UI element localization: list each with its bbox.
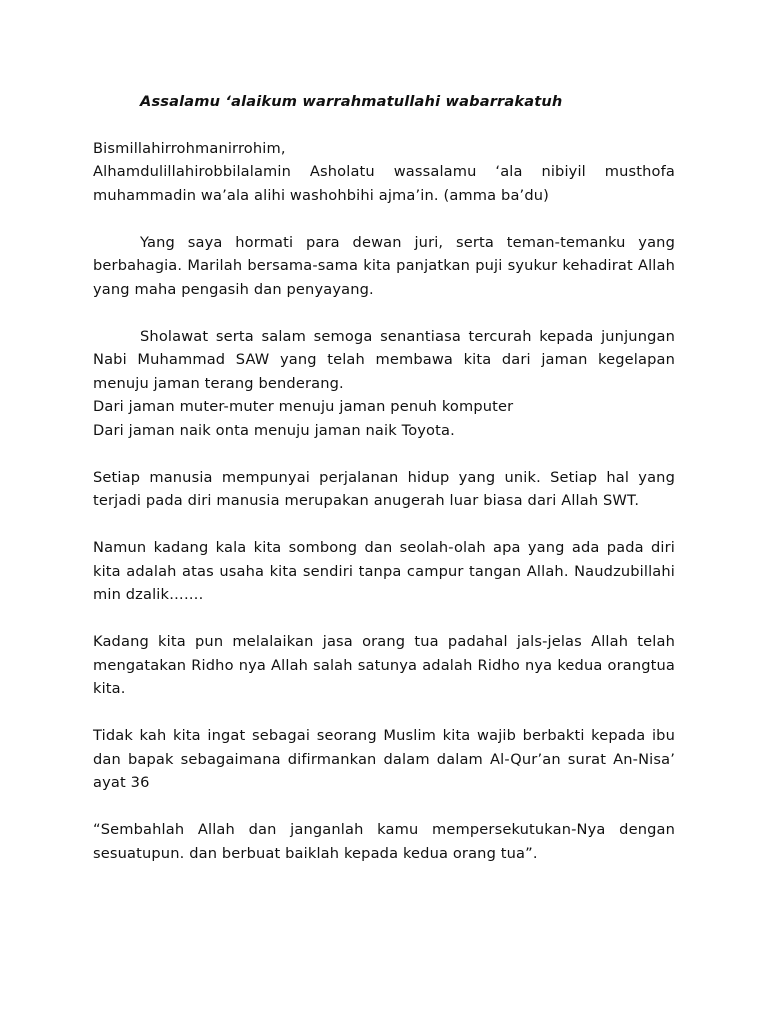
paragraph-muslim: Tidak kah kita ingat sebagai seorang Muslim kita wajib berbakti kepada ibu dan bapak sebagaimana difirmankan dalam dalam Al-Qur’an surat An-Nisa’ ayat 36 (93, 727, 675, 791)
paragraph-hormat: Yang saya hormati para dewan juri, serta teman-temanku yang berbahagia. Marilah bersama-sama kita panjatkan puji syukur kehadirat Allah yang maha pengasih dan penyayang. (93, 233, 675, 298)
paragraph-sholawat: Sholawat serta salam semoga senantiasa tercurah kepada junjungan Nabi Muhammad SAW yang telah membawa kita dari jaman kegelapan menuju jaman terang benderang. (93, 327, 675, 392)
line-toyota: Dari jaman naik onta menuju jaman naik Toyota. (93, 421, 455, 439)
basmalah-line: Bismillahirrohmanirrohim, (93, 139, 286, 157)
opening-paragraph: Alhamdulillahirobbilalamin Asholatu wassalamu ‘ala nibiyil musthofa muhammadin wa’ala alihi washohbihi ajma’in. (amma ba’du) (93, 163, 675, 204)
paragraph-sombong: Namun kadang kala kita sombong dan seolah-olah apa yang ada pada diri kita adalah atas usaha kita sendiri tanpa campur tangan Allah. Naudzubillahi min dzalik……. (93, 539, 675, 603)
paragraph-orangtua: Kadang kita pun melalaikan jasa orang tua padahal jals-jelas Allah telah mengatakan Ridho nya Allah salah satunya adalah Ridho nya kedua orangtua kita. (93, 633, 675, 697)
paragraph-quote: “Sembahlah Allah dan janganlah kamu mempersekutukan-Nya dengan sesuatupun. dan berbuat baiklah kepada kedua orang tua”. (93, 821, 675, 862)
opening-block (93, 137, 675, 208)
paragraph-manusia: Setiap manusia mempunyai perjalanan hidup yang unik. Setiap hal yang terjadi pada diri manusia merupakan anugerah luar biasa dari Allah SWT. (93, 468, 675, 509)
sholawat-block (93, 325, 675, 443)
greeting-heading: Assalamu ‘alaikum warrahmatullahi wabarrakatuh (140, 93, 563, 110)
speech-text (93, 90, 675, 889)
line-komputer: Dari jaman muter-muter menuju jaman penuh komputer (93, 398, 514, 415)
